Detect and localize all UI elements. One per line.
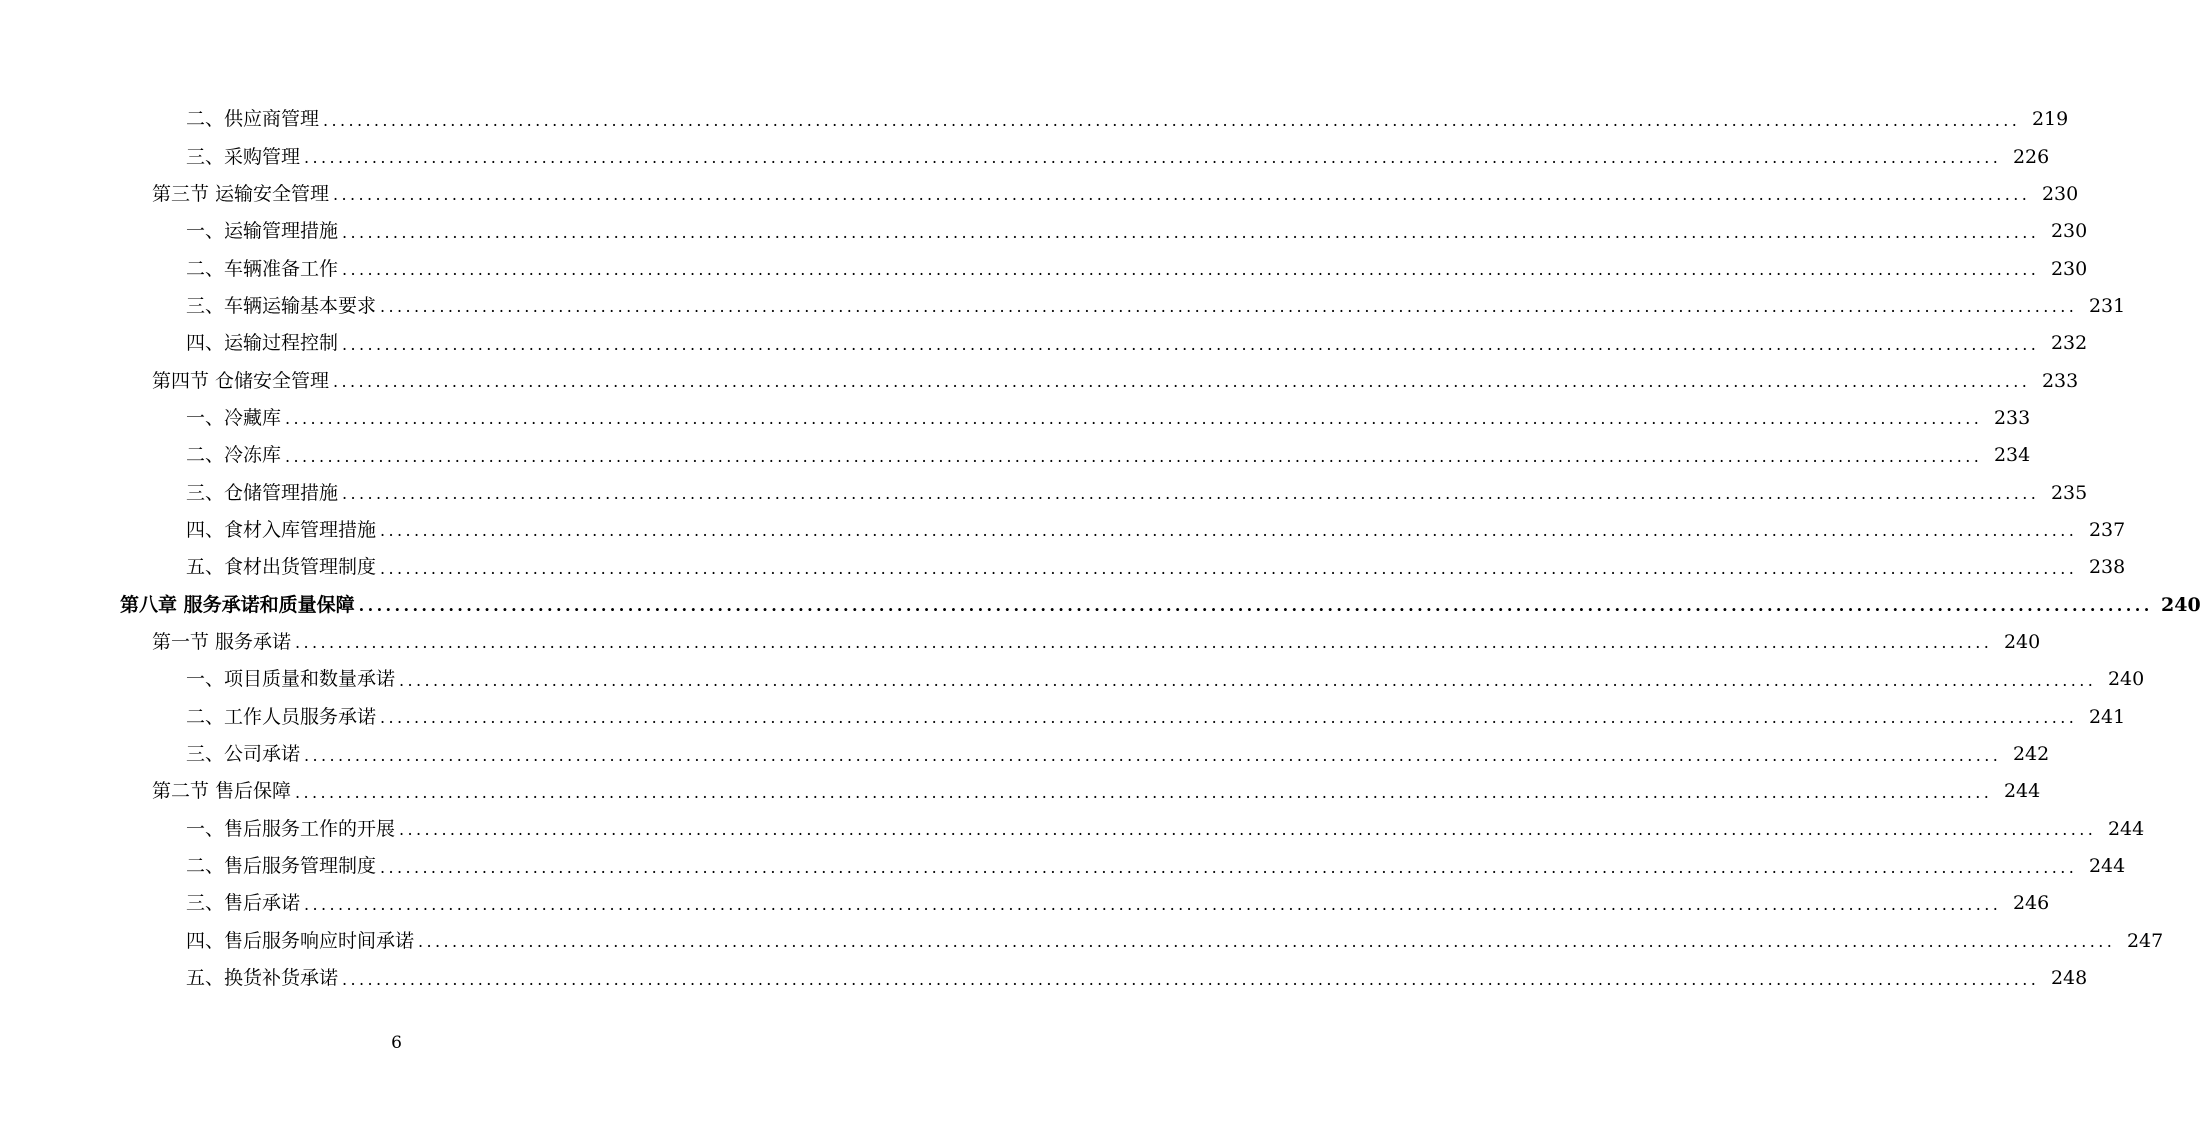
toc-entry[interactable] (0, 325, 2088, 362)
toc-entry-label: 三、仓储管理措施 (186, 481, 339, 504)
toc-entry[interactable] (0, 699, 2126, 736)
toc-dot-leader: ........................................................................................................................................................................................................ (304, 148, 2002, 168)
toc-entry-label: 第四节 仓储安全管理 (152, 369, 330, 392)
toc-dot-leader: ........................................................................................................................................................................................................ (333, 372, 2031, 392)
toc-entry-label: 五、换货补货承诺 (186, 967, 339, 990)
toc-dot-leader: ........................................................................................................................................................................................................ (342, 334, 2040, 354)
toc-entry[interactable] (0, 250, 2088, 287)
toc-entry-label: 第八章 服务承诺和质量保障 (120, 593, 355, 616)
toc-entry-page: 230 (2050, 257, 2088, 280)
toc-entry-label: 第一节 服务承诺 (152, 630, 292, 653)
toc-entry-page: 219 (2031, 108, 2069, 131)
toc-entry-page: 230 (2050, 220, 2088, 243)
toc-entry[interactable] (0, 586, 2201, 623)
toc-dot-leader: ........................................................................................................................................................................................................ (380, 708, 2078, 728)
toc-entry-label: 二、车辆准备工作 (186, 257, 339, 280)
toc-entry-page: 232 (2050, 332, 2088, 355)
toc-dot-leader: ........................................................................................................................................................................................................ (399, 670, 2097, 690)
toc-entry-page: 240 (2161, 593, 2201, 616)
toc-dot-leader: ........................................................................................................................................................................................................ (323, 110, 2021, 130)
toc-dot-leader: ........................................................................................................................................................................................................ (333, 185, 2031, 205)
toc-entry[interactable] (0, 960, 2088, 997)
toc-entry-label: 一、运输管理措施 (186, 220, 339, 243)
toc-entry-page: 246 (2012, 892, 2050, 915)
toc-entry-label: 三、车辆运输基本要求 (186, 294, 377, 317)
toc-dot-leader: ........................................................................................................................................................................................................ (380, 521, 2078, 541)
toc-entry-page: 244 (2107, 817, 2145, 840)
toc-entry-page: 247 (2126, 929, 2164, 952)
toc-dot-leader: ........................................................................................................................................................................................................ (358, 596, 2153, 616)
toc-entry-label: 三、采购管理 (186, 145, 301, 168)
toc-entry-label: 四、食材入库管理措施 (186, 518, 377, 541)
table-of-contents (0, 101, 2201, 997)
toc-dot-leader: ........................................................................................................................................................................................................ (342, 260, 2040, 280)
toc-entry[interactable] (0, 923, 2164, 960)
toc-entry-page: 226 (2012, 145, 2050, 168)
toc-entry-page: 235 (2050, 481, 2088, 504)
toc-entry[interactable] (0, 512, 2126, 549)
toc-entry[interactable] (0, 624, 2041, 661)
toc-entry[interactable] (0, 661, 2145, 698)
toc-entry[interactable] (0, 474, 2088, 511)
toc-entry-page: 240 (2003, 630, 2041, 653)
toc-entry[interactable] (0, 848, 2126, 885)
toc-entry[interactable] (0, 288, 2126, 325)
toc-dot-leader: ........................................................................................................................................................................................................ (285, 446, 1983, 466)
toc-entry-page: 241 (2088, 705, 2126, 728)
toc-entry-label: 四、售后服务响应时间承诺 (186, 929, 415, 952)
toc-dot-leader: ........................................................................................................................................................................................................ (380, 558, 2078, 578)
toc-dot-leader: ........................................................................................................................................................................................................ (418, 932, 2116, 952)
toc-entry-label: 二、售后服务管理制度 (186, 855, 377, 878)
toc-entry-label: 二、供应商管理 (186, 108, 320, 131)
toc-dot-leader: ........................................................................................................................................................................................................ (295, 633, 1993, 653)
toc-dot-leader: ........................................................................................................................................................................................................ (342, 222, 2040, 242)
toc-entry-page: 248 (2050, 967, 2088, 990)
toc-entry-label: 一、售后服务工作的开展 (186, 817, 396, 840)
toc-entry-label: 第二节 售后保障 (152, 780, 292, 803)
toc-entry-label: 一、项目质量和数量承诺 (186, 668, 396, 691)
toc-entry-label: 五、食材出货管理制度 (186, 556, 377, 579)
toc-entry[interactable] (0, 400, 2031, 437)
toc-entry-page: 231 (2088, 294, 2126, 317)
toc-entry-label: 四、运输过程控制 (186, 332, 339, 355)
toc-entry-label: 二、冷冻库 (186, 444, 282, 467)
toc-dot-leader: ........................................................................................................................................................................................................ (342, 484, 2040, 504)
toc-entry[interactable] (0, 138, 2050, 175)
toc-entry[interactable] (0, 811, 2145, 848)
toc-dot-leader: ........................................................................................................................................................................................................ (399, 820, 2097, 840)
toc-entry[interactable] (0, 885, 2050, 922)
toc-entry[interactable] (0, 736, 2050, 773)
toc-entry-page: 240 (2107, 668, 2145, 691)
toc-dot-leader: ........................................................................................................................................................................................................ (304, 894, 2002, 914)
toc-entry-page: 242 (2012, 743, 2050, 766)
page-number: 6 (391, 1033, 402, 1053)
toc-entry-label: 二、工作人员服务承诺 (186, 705, 377, 728)
toc-dot-leader: ........................................................................................................................................................................................................ (304, 745, 2002, 765)
toc-entry-page: 233 (1993, 406, 2031, 429)
toc-dot-leader: ........................................................................................................................................................................................................ (380, 857, 2078, 877)
toc-dot-leader: ........................................................................................................................................................................................................ (295, 782, 1993, 802)
toc-entry[interactable] (0, 213, 2088, 250)
toc-entry-page: 244 (2088, 855, 2126, 878)
toc-entry-page: 244 (2003, 780, 2041, 803)
toc-dot-leader: ........................................................................................................................................................................................................ (285, 409, 1983, 429)
toc-entry[interactable] (0, 773, 2041, 810)
toc-entry[interactable] (0, 437, 2031, 474)
toc-entry-label: 一、冷藏库 (186, 406, 282, 429)
toc-entry-label: 三、售后承诺 (186, 892, 301, 915)
toc-entry[interactable] (0, 362, 2079, 399)
toc-entry[interactable] (0, 549, 2126, 586)
toc-entry-page: 237 (2088, 518, 2126, 541)
toc-dot-leader: ........................................................................................................................................................................................................ (342, 969, 2040, 989)
toc-entry-label: 第三节 运输安全管理 (152, 182, 330, 205)
toc-entry[interactable] (0, 101, 2069, 138)
toc-entry-label: 三、公司承诺 (186, 743, 301, 766)
toc-dot-leader: ........................................................................................................................................................................................................ (380, 297, 2078, 317)
toc-entry-page: 238 (2088, 556, 2126, 579)
toc-entry-page: 233 (2041, 369, 2079, 392)
toc-entry-page: 230 (2041, 182, 2079, 205)
toc-entry[interactable] (0, 176, 2079, 213)
toc-entry-page: 234 (1993, 444, 2031, 467)
